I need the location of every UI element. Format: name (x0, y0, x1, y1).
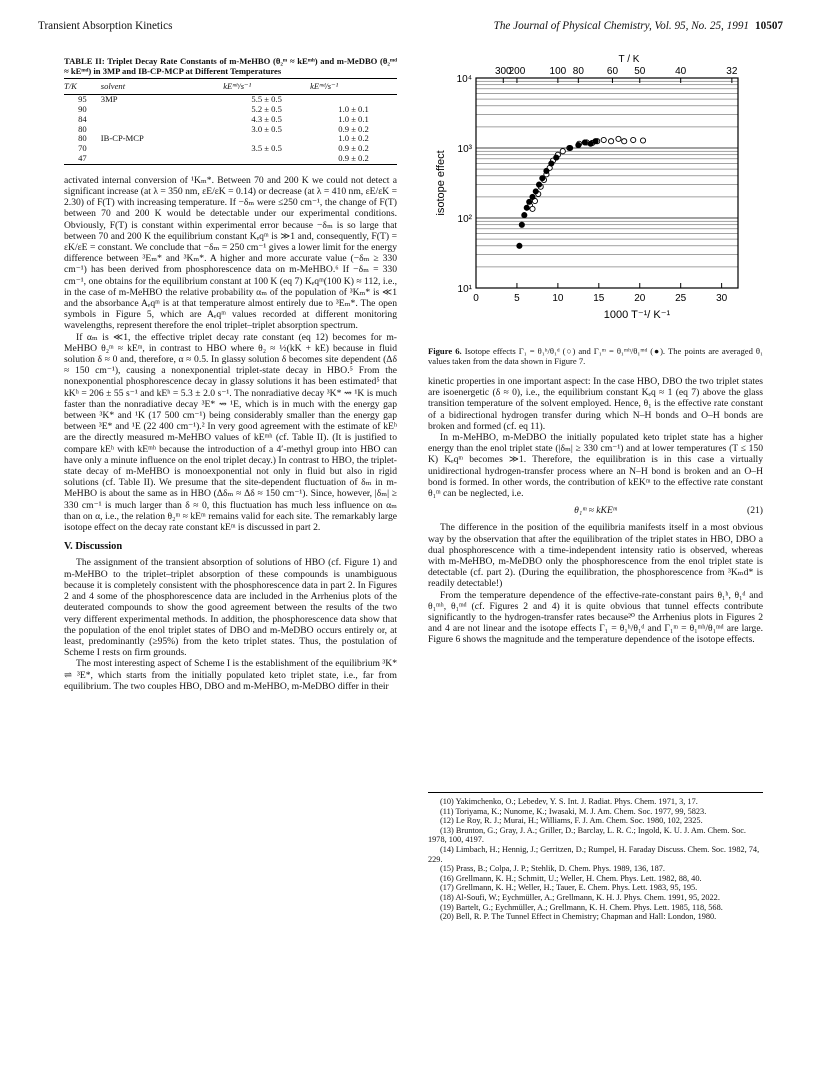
x-tick-label: 15 (593, 293, 605, 304)
data-point-filled (533, 189, 538, 194)
top-tick-label: 300 (494, 66, 512, 77)
top-tick-label: 60 (606, 66, 619, 77)
data-point-open (631, 137, 636, 142)
paragraph: The most interesting aspect of Scheme I is the establishment of the equilibrium ³K* ⇌ ³E*, which starts from the initially populated keto triplet state, i.e., far from equilibrium. The two couples HBO, DBO and m-MeHBO, m-MeDBO differ in their (64, 658, 397, 692)
equation-number: (21) (747, 505, 763, 517)
y-tick-label: 10³ (457, 144, 472, 155)
table-cell: 0.9 ± 0.2 (310, 154, 397, 164)
table-cell: 80 (78, 133, 87, 144)
data-point-open (622, 139, 627, 144)
data-point-filled (544, 168, 549, 173)
figure-caption (428, 346, 763, 366)
table-cell: 0.9 ± 0.2 (338, 123, 369, 134)
paragraph: activated internal conversion of ¹Kₘ*. Between 70 and 200 K we could not detect a significant increase (at λ = 350 nm, εE/εK = 0.14) or decrease (at λ = 410 nm, εE/εK = 2.30) of F(T) with increasing temperature. If −δₘ were ≤250 cm⁻¹, the change of F(T) between 70 and 200 K would be detectable under our experimental conditions. Obviously, F(T) is constant within experimental error because −δₘ is so large that between 70 and 200 K the equilibrium constant Kₑqᵐ is ≫1 and, consequently, F(T) = εK/εE = constant. We conclude that −δₘ = 250 cm⁻¹ gives a lower limit for the energy difference between ³Eₘ* and ³Kₘ*. A higher and more accurate value (−δₘ ≥ 330 cm⁻¹) has been derived from phosphorescence data on m-MeHBO.⁶ If −δₘ = 330 cm⁻¹, one obtains for the equilibrium constant at 100 K (eq 7) Kₑqᵐ(100 K) ≈ 112, i.e., in the case of m-MeHBO the relative probability αₘ of the population of ³Kₘ* is ≪1 and the absorbance Aₑqᵐ is at that temperature almost entirely due to ³Eₘ*. The open symbols in Figure 5, which are Aₑqᵐ values recorded at different monitoring wavelengths, represent therefore the enol triplet–triplet absorption spectrum. (64, 174, 397, 332)
x-tick-label: 10 (552, 293, 564, 304)
table-cell: 95 (78, 94, 87, 105)
plot-frame (476, 78, 738, 288)
paragraph: kinetic properties in one important aspect: In the case HBO, DBO the two triplet states are isoenergetic (δ ≈ 0), i.e., the equilibrium constant Kₑq ≈ 1 (eq 7) above the glass transition temperature of the solvent employed. Hence, θ₁ is the effective rate constant of a bidirectional hydrogen transfer during which N–H bonds and O–H bonds are broken and formed (cf. eq 11). (428, 376, 763, 432)
table-ii (64, 78, 397, 165)
data-point-filled (522, 213, 527, 218)
paragraph: The assignment of the transient absorption of solutions of HBO (cf. Figure 1) and m-MeHBO to the triplet–triplet absorption of these compounds is unambiguous because it is completely consistent with the phosphorescence data in part 2. In Figures 2 and 4 some of the phosphorescence data are included in the Arrhenius plots of the deuterated compounds to show the good agreement between the results of the two very different experimental methods. In addition, the phosphorescence data show that the population of the enol triplet states of DBO and m-MeDBO occurs entirely or, at least, predominantly (≥95%) from the keto triplet states. Thus, the postulation of Scheme I rests on firm grounds. (64, 557, 397, 659)
table-cell: 90 (78, 104, 87, 114)
data-point-filled (530, 194, 535, 199)
x-tick-label: 25 (675, 293, 687, 304)
x-axis-label: 1000 T⁻¹/ K⁻¹ (603, 309, 671, 321)
data-point-open (560, 149, 565, 154)
table-cell: IB-CP-MCP (100, 133, 144, 144)
table-cell: 1.0 ± 0.1 (338, 113, 369, 124)
y-tick-label: 10¹ (457, 284, 472, 295)
right-body-text (428, 376, 763, 499)
data-point-filled (576, 143, 581, 148)
table-cell: 5.2 ± 0.5 (251, 104, 282, 114)
left-body-text (64, 175, 397, 534)
right-body-text-2 (428, 522, 763, 645)
data-point-filled (588, 141, 593, 146)
table-header-cell: kEᵐᵈ/s⁻¹ (310, 79, 397, 95)
paragraph: In m-MeHBO, m-MeDBO the initially populated keto triplet state has a higher energy than the enol triplet state (|δₘ| ≥ 330 cm⁻¹) and at lower temperatures (T ≤ 150 K) Kₑqᵐ becomes ≫1. Therefore, the equilibration is in this case a virtually unidirectional hydrogen-transfer process where an N–H bond is broken and an O–H bond is formed. In other words, the contribution of kEKᵐ to the effective rate constant θ₁ᵐ can be neglected, i.e. (428, 432, 763, 500)
discussion-text (64, 557, 397, 691)
top-tick-label: 50 (634, 66, 646, 77)
data-point-filled (549, 161, 554, 166)
data-point-open (530, 206, 535, 211)
y-axis-label: isotope effect (435, 150, 447, 216)
right-column (428, 346, 763, 646)
top-tick-label: 32 (726, 66, 738, 77)
table-caption: TABLE II: Triplet Decay Rate Constants of m-MeHBO (θ₂ᵐ ≈ kEᵐʰ) and m-MeDBO (θ₂ᵐᵈ ≈ kEᵐᵈ) in 3MP and IB-CP-MCP at Different Temperatures (64, 56, 397, 76)
left-column (64, 56, 397, 692)
paragraph: From the temperature dependence of the effective-rate-constant pairs θ₁ʰ, θ₁ᵈ and θ₁ᵐʰ, θ₁ᵐᵈ (cf. Figures 2 and 4) it is quite obvious that tunnel effects contribute significantly to the hydrogen-transfer rates because²⁰ the Arrhenius plots in Figures 2 and 4 are not linear and the isotope effects Γ₁ = θ₁ʰ/θ₁ᵈ and Γ₁ᵐ = θ₁ᵐʰ/θ₁ᵐᵈ are large. Figure 6 shows the magnitude and the temperature dependence of the isotope effects. (428, 589, 763, 646)
data-point-filled (517, 243, 522, 248)
reference-item: (14) Limbach, H.; Hennig, J.; Gerritzen, D.; Rumpel, H. Faraday Discuss. Chem. Soc. 1982, 74, 229. (428, 844, 760, 864)
table-cell: 1.0 ± 0.2 (338, 133, 369, 144)
reference-item: (11) Toriyama, K.; Nunome, K.; Iwasaki, M. J. Am. Chem. Soc. 1977, 99, 5823. (440, 806, 707, 816)
x-tick-label: 30 (716, 293, 728, 304)
top-axis-label: T / K (618, 54, 640, 65)
data-point-filled (593, 139, 598, 144)
table-cell: 84 (78, 113, 87, 124)
top-tick-label: 200 (508, 66, 526, 77)
data-point-filled (527, 199, 532, 204)
reference-item: (12) Le Roy, R. J.; Murai, H.; Williams, F. J. Am. Chem. Soc. 1980, 102, 2325. (440, 816, 703, 826)
x-tick-label: 20 (634, 293, 646, 304)
table-cell: 0.9 ± 0.2 (338, 143, 369, 154)
data-point-filled (554, 155, 559, 160)
data-point-filled (582, 140, 587, 145)
table-cell (101, 144, 223, 154)
y-tick-label: 10² (457, 214, 472, 225)
header-left: Transient Absorption Kinetics (38, 20, 173, 32)
figure-caption-text: Isotope effects Γ₁ = θ₁ʰ/θ₁ᵈ (○) and Γ₁ᵐ = θ₁ᵐʰ/θ₁ᵐᵈ (●). The points are averaged θ₁ values taken from the data shown in Figure 7. (428, 346, 763, 366)
top-tick-label: 100 (549, 66, 567, 77)
table-cell: 5.5 ± 0.5 (251, 94, 282, 105)
data-point-filled (568, 145, 573, 150)
table-cell: 47 (64, 154, 101, 164)
figure-6 (428, 48, 763, 338)
reference-item: (20) Bell, R. P. The Tunnel Effect in Chemistry; Chapman and Hall: London, 1980. (440, 912, 717, 922)
reference-item: (15) Prass, B.; Colpa, J. P.; Stehlik, D. Chem. Phys. 1989, 136, 187. (440, 864, 665, 874)
reference-item: (18) Al-Soufi, W.; Eychmüller, A.; Grellmann, K. H. J. Phys. Chem. 1991, 95, 2022. (440, 892, 720, 902)
top-tick-label: 80 (572, 66, 584, 77)
table-cell: 80 (78, 123, 87, 134)
header-right (494, 20, 783, 32)
table-row (64, 154, 397, 164)
table-cell: 4.3 ± 0.5 (251, 113, 282, 124)
data-point-filled (540, 176, 545, 181)
reference-item: (19) Bartelt, G.; Eychmüller, A.; Grellmann, K. H. Chem. Phys. Lett. 1985, 118, 568. (440, 902, 723, 912)
section-heading: V. Discussion (64, 541, 123, 553)
reference-item: (10) Yakimchenko, O.; Lebedev, Y. S. Int. J. Radiat. Phys. Chem. 1971, 3, 17. (440, 797, 698, 806)
table-cell: 70 (78, 143, 87, 154)
data-point-open (601, 137, 606, 142)
table-cell: 3.0 ± 0.5 (251, 123, 282, 134)
equation-21 (428, 505, 763, 516)
data-point-filled (519, 222, 524, 227)
data-point-open (616, 136, 621, 141)
reference-item: (17) Grellmann, K. H.; Weller, H.; Tauer, E. Chem. Phys. Lett. 1983, 95, 195. (440, 883, 698, 893)
page-number: 10507 (755, 20, 783, 32)
data-point-open (640, 138, 645, 143)
table-cell: 3MP (100, 94, 118, 105)
references (428, 792, 763, 922)
table-cell: 3.5 ± 0.5 (251, 143, 282, 154)
journal-name: The Journal of Physical Chemistry, Vol. 95, No. 25, 1991 (493, 20, 750, 32)
y-tick-label: 10⁴ (456, 74, 472, 85)
paragraph: If αₘ is ≪1, the effective triplet decay rate constant (eq 12) becomes for m-MeHBO θ₂ᵐ ≈ kEᵐ, in contrast to HBO where θ₂ ≈ ½(kK + kE) because in fluid solution δ ≈ 0 and, therefore, α ≈ 0.5. In glassy solution δ becomes site dependent (Δδ ≈ 150 cm⁻¹), causing a nonexponential triplet-state decay in HBO.⁵ From the nonexponential phosphorescence decay in glassy solutions it has been estimated⁵ that kKʰ = 206 ± 55 s⁻¹ and kEʰ = 5.3 ± 2.0 s⁻¹. The nonradiative decay ³K* ⇝ ¹K is much faster than the nonradiative decay ³E* ⇝ ¹E, which is in much with the energy gap between ³K* and ¹K (17 500 cm⁻¹) being considerably smaller than the energy gap between ³E* and ¹E (22 400 cm⁻¹).² In very good agreement with the estimate of kEʰ are the directly measured m-MeHBO values of kEᵐʰ (cf. Table II). (It is justified to compare kEʰ with kEᵐʰ because the introduction of a 4′-methyl group into HBO can have only a minute influence on the enol triplet decay.) In contrast to HBO, the triplet-state decay of m-MeHBO is monoexponential not only in fluid but also in rigid solutions (cf. Table II). We presume that the site-dependent fluctuation of δₘ in m-MeHBO is about the same as in HBO (Δδₘ ≈ Δδ ≈ 150 cm⁻¹). Since, however, |δₘ| ≥ 330 cm⁻¹ is much larger than δ ≈ 0, this fluctuation has much less influence on αₘ than on α, i.e., the relation θ₂ᵐ ≈ kEᵐ remains valid for each site. The remarkably large isotope effect on the decay rate constant kEᵐ is discussed in part 2. (64, 331, 397, 534)
table-header-cell: solvent (101, 79, 223, 95)
data-point-open (608, 139, 613, 144)
table-header-cell: T/K (64, 79, 101, 95)
reference-item: (16) Grellmann, K. H.; Schmitt, U.; Weller, H. Chem. Phys. Lett. 1982, 88, 40. (440, 873, 702, 883)
table-header-cell: kEᵐʰ/s⁻¹ (223, 79, 310, 95)
table-cell (101, 154, 223, 164)
table-cell (223, 154, 310, 164)
figure-label: Figure 6. (428, 346, 462, 356)
reference-item: (13) Brunton, G.; Gray, J. A.; Griller, D.; Barclay, L. R. C.; Ingold, K. U. J. Am. Chem. Soc. 1978, 100, 4197. (428, 825, 747, 845)
data-point-filled (536, 182, 541, 187)
x-tick-label: 0 (473, 293, 479, 304)
isotope-effect-chart (428, 48, 763, 338)
running-header (38, 20, 783, 36)
paragraph: The difference in the position of the equilibria manifests itself in a most obvious way by the observation that after the equilibration of the triplet states in HBO, DBO a dual phosphorescence with a time-independent intensity ratio is observed, whereas with m-MeHBO, m-MeDBO only the phosphorescence from the enol triplet state is detectable (cf. part 2). (During the equilibration, the phosphorescence from ³Kₘd* is readily detectable!) (428, 522, 763, 590)
equation-text: θ₁ᵐ ≈ kKEᵐ (574, 505, 617, 517)
x-tick-label: 5 (514, 293, 520, 304)
data-point-filled (524, 205, 529, 210)
table-cell (101, 115, 223, 125)
table-cell: 1.0 ± 0.1 (338, 104, 369, 114)
top-tick-label: 40 (675, 66, 687, 77)
table-cell (101, 105, 223, 115)
